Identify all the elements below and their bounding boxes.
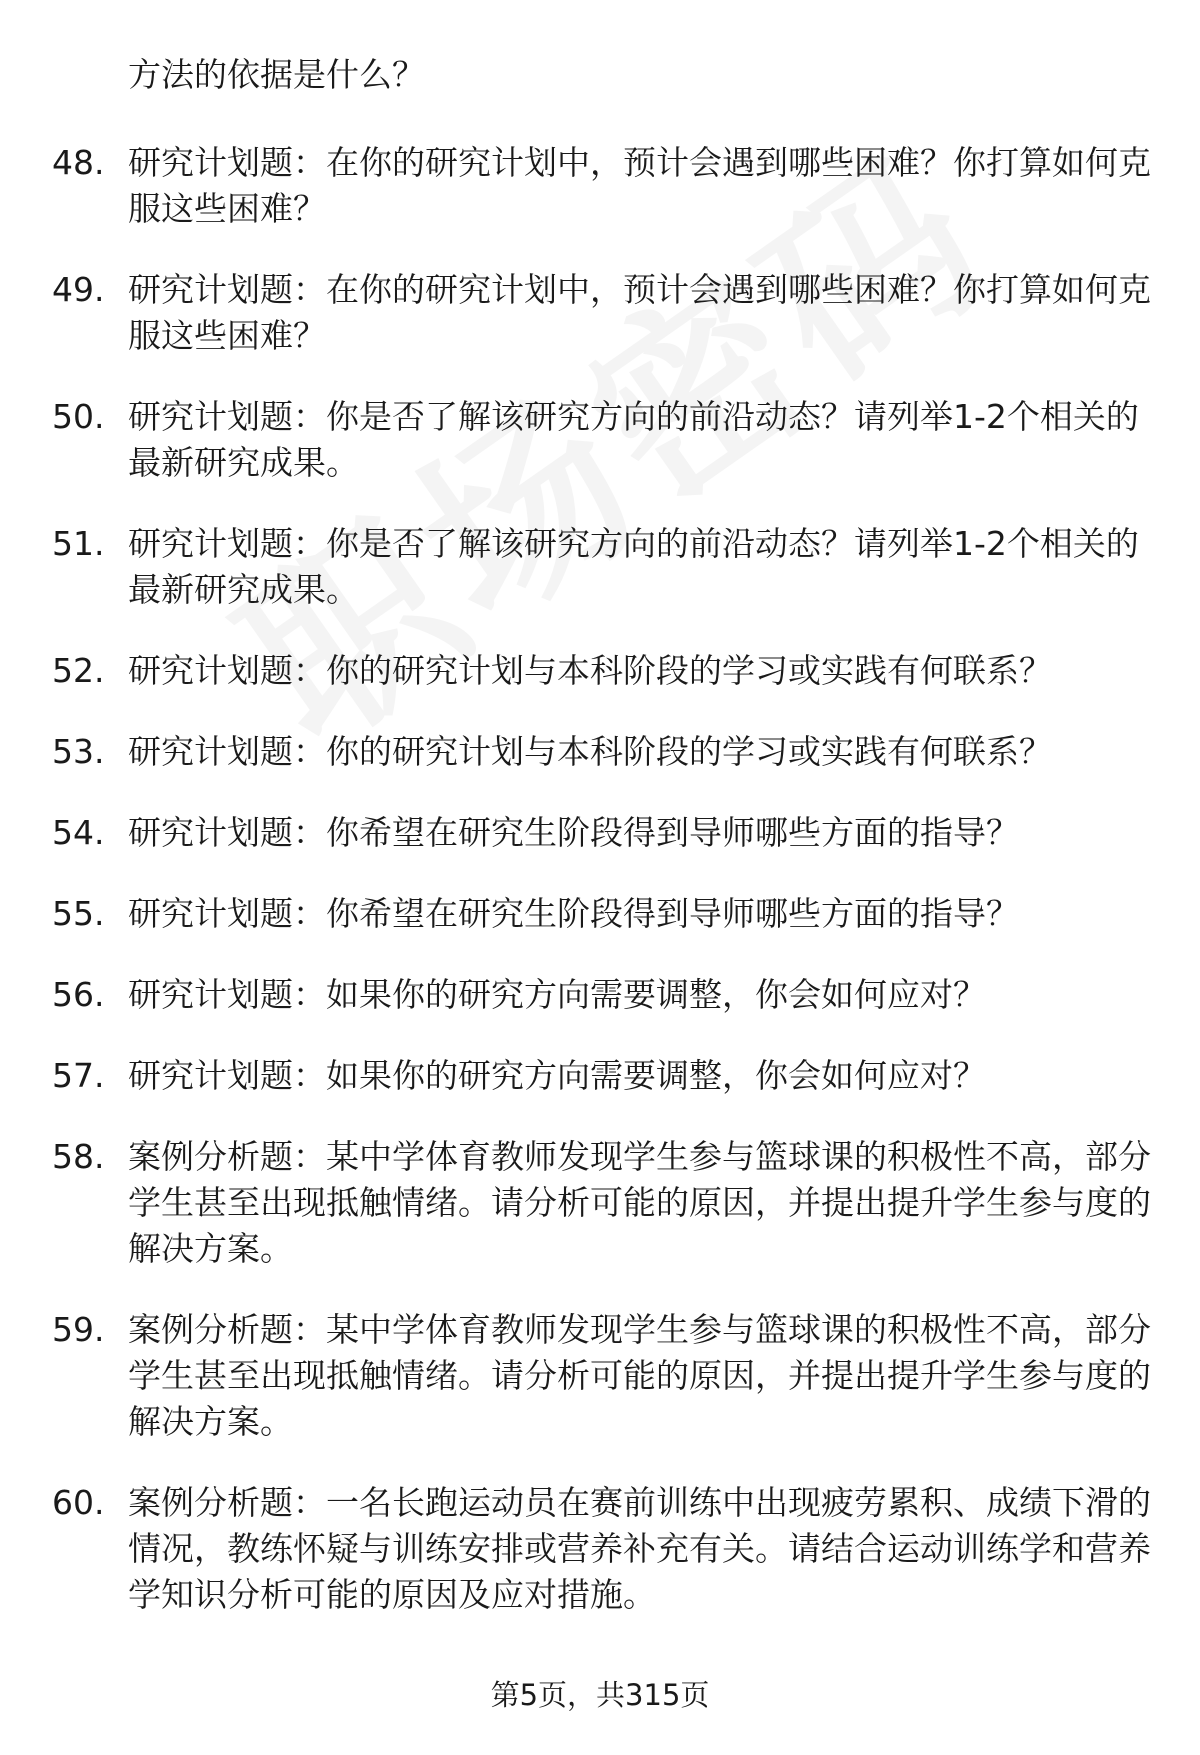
list-item [52,1307,1152,1445]
item-number: 53. [52,732,105,771]
item-number: 57. [52,1056,105,1095]
list-item [52,1480,1152,1618]
list-item [52,810,1152,856]
item-text: 研究计划题：如果你的研究方向需要调整，你会如何应对？ [128,1056,986,1095]
item-number: 51. [52,524,105,563]
item-text: 案例分析题：一名长跑运动员在赛前训练中出现疲劳累积、成绩下滑的情况，教练怀疑与训练安排或营养补充有关。请结合运动训练学和营养学知识分析可能的原因及应对措施。 [128,1483,1151,1614]
item-text: 研究计划题：你是否了解该研究方向的前沿动态？请列举1-2个相关的最新研究成果。 [128,524,1139,609]
list-item [52,1134,1152,1272]
question-list [52,52,1152,1653]
item-number: 55. [52,894,105,933]
page-footer: 第5页，共315页 [490,1678,710,1712]
item-text: 研究计划题：你的研究计划与本科阶段的学习或实践有何联系？ [128,651,1052,690]
item-text: 研究计划题：在你的研究计划中，预计会遇到哪些困难？你打算如何克服这些困难？ [128,270,1151,355]
item-number: 54. [52,813,105,852]
item-number: 48. [52,143,105,182]
list-item [52,648,1152,694]
item-text: 研究计划题：在你的研究计划中，预计会遇到哪些困难？你打算如何克服这些困难？ [128,143,1151,228]
item-text: 研究计划题：你希望在研究生阶段得到导师哪些方面的指导？ [128,894,1019,933]
list-item [52,972,1152,1018]
item-number: 50. [52,397,105,436]
list-item [52,140,1152,232]
item-text: 研究计划题：如果你的研究方向需要调整，你会如何应对？ [128,975,986,1014]
list-item [52,521,1152,613]
list-item [52,729,1152,775]
item-number: 52. [52,651,105,690]
item-text: 案例分析题：某中学体育教师发现学生参与篮球课的积极性不高，部分学生甚至出现抵触情绪。请分析可能的原因，并提出提升学生参与度的解决方案。 [128,1310,1151,1441]
item-text: 案例分析题：某中学体育教师发现学生参与篮球课的积极性不高，部分学生甚至出现抵触情绪。请分析可能的原因，并提出提升学生参与度的解决方案。 [128,1137,1151,1268]
item-number: 56. [52,975,105,1014]
item-number: 49. [52,270,105,309]
continued-text: 方法的依据是什么？ [128,55,425,94]
item-number: 60. [52,1483,105,1522]
item-text: 研究计划题：你希望在研究生阶段得到导师哪些方面的指导？ [128,813,1019,852]
list-item [52,1053,1152,1099]
item-text: 研究计划题：你是否了解该研究方向的前沿动态？请列举1-2个相关的最新研究成果。 [128,397,1139,482]
list-item [52,267,1152,359]
item-number: 58. [52,1137,105,1176]
item-number: 59. [52,1310,105,1349]
list-item [52,891,1152,937]
list-item [52,394,1152,486]
item-text: 研究计划题：你的研究计划与本科阶段的学习或实践有何联系？ [128,732,1052,771]
